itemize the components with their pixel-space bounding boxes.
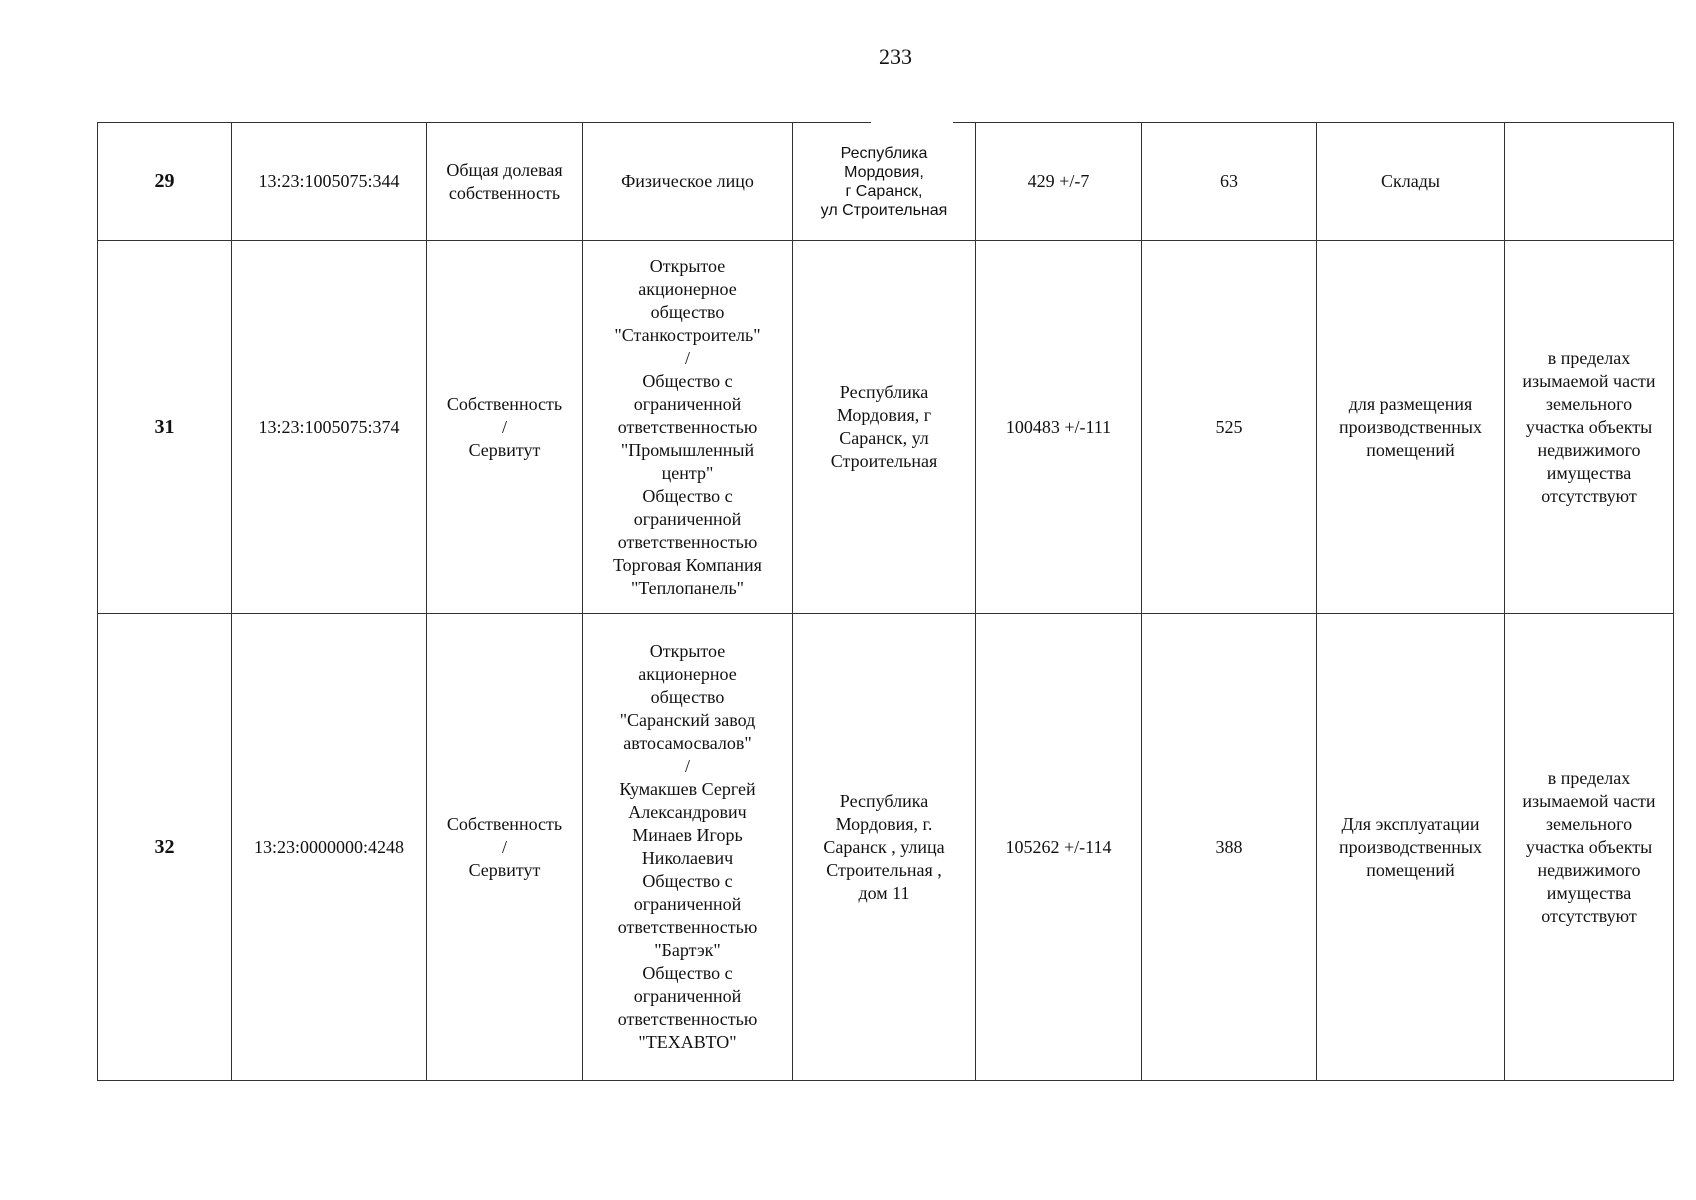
row-number: 29 [98,123,232,241]
note [1505,123,1674,241]
table-row [98,123,1674,241]
permitted-use: Склады [1317,123,1505,241]
land-plots-table [97,122,1674,1081]
table-row [98,241,1674,614]
address: Республика Мордовия, г Саранск, ул Строительная [793,123,976,241]
owner: Открытое акционерное общество "Станкостроитель" / Общество с ограниченной ответственностью "Промышленный центр" Общество с ограниченной ответственностью Торговая Компания "Теплопанель" [583,241,793,614]
part-area: 525 [1142,241,1317,614]
top-border-gap [871,118,953,126]
area: 100483 +/-111 [976,241,1142,614]
area: 105262 +/-114 [976,614,1142,1081]
right-type: Общая долевая собственность [427,123,583,241]
address: Республика Мордовия, г. Саранск , улица Строительная , дом 11 [793,614,976,1081]
table-row [98,614,1674,1081]
note: в пределах изымаемой части земельного участка объекты недвижимого имущества отсутствуют [1505,241,1674,614]
owner: Физическое лицо [583,123,793,241]
cadastral-number: 13:23:1005075:374 [232,241,427,614]
permitted-use: Для эксплуатации производственных помещений [1317,614,1505,1081]
cadastral-number: 13:23:0000000:4248 [232,614,427,1081]
page-number: 233 [879,44,912,69]
part-area: 388 [1142,614,1317,1081]
right-type: Собственность / Сервитут [427,241,583,614]
row-number: 32 [98,614,232,1081]
owner: Открытое акционерное общество "Саранский завод автосамосвалов" / Кумакшев Сергей Александрович Минаев Игорь Николаевич Общество с ограниченной ответственностью "Бартэк" Общество с ограниченной ответственностью "ТЕХАВТО" [583,614,793,1081]
permitted-use: для размещения производственных помещений [1317,241,1505,614]
note: в пределах изымаемой части земельного участка объекты недвижимого имущества отсутствуют [1505,614,1674,1081]
right-type: Собственность / Сервитут [427,614,583,1081]
part-area: 63 [1142,123,1317,241]
row-number: 31 [98,241,232,614]
area: 429 +/-7 [976,123,1142,241]
cadastral-number: 13:23:1005075:344 [232,123,427,241]
address: Республика Мордовия, г Саранск, ул Строительная [793,241,976,614]
